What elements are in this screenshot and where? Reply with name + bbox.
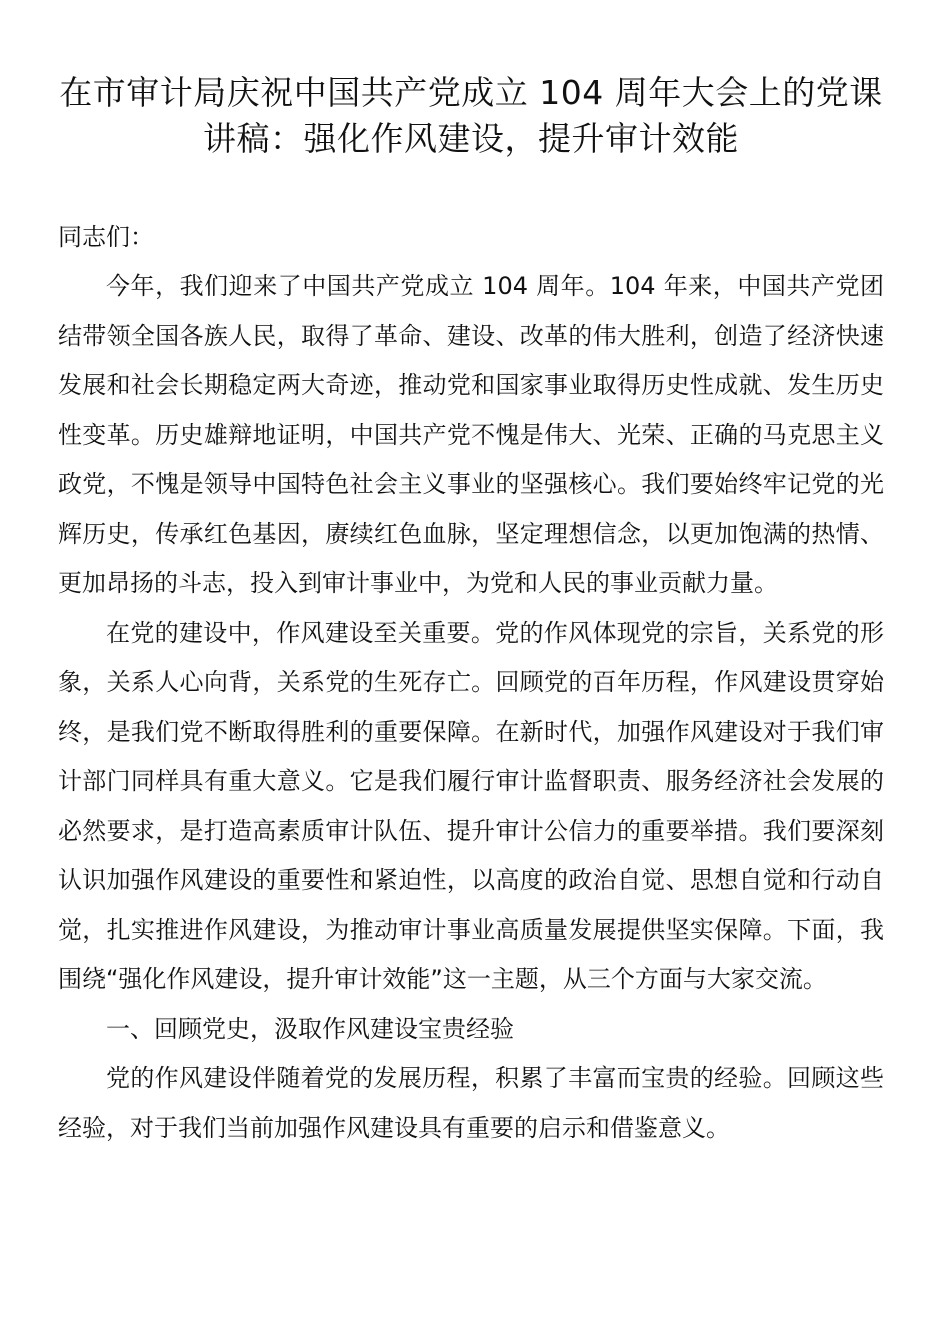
document-title: 在市审计局庆祝中国共产党成立 104 周年大会上的党课讲稿：强化作风建设，提升审计效能 — [59, 73, 883, 158]
body-paragraph-2: 在党的建设中，作风建设至关重要。党的作风体现党的宗旨，关系党的形象，关系人心向背，关系党的生死存亡。回顾党的百年历程，作风建设贯穿始终，是我们党不断取得胜利的重要保障。在新时代，加强作风建设对于我们审计部门同样具有重大意义。它是我们履行审计监督职责、服务经济社会发展的必然要求，是打造高素质审计队伍、提升审计公信力的重要举措。我们要深刻认识加强作风建设的重要性和紧迫性，以高度的政治自觉、思想自觉和行动自觉，扎实推进作风建设，为推动审计事业高质量发展提供坚实保障。下面，我围绕“强化作风建设，提升审计效能”这一主题，从三个方面与大家交流。 — [58, 618, 884, 993]
body-paragraph-1: 今年，我们迎来了中国共产党成立 104 周年。104 年来，中国共产党团结带领全国各族人民，取得了革命、建设、改革的伟大胜利，创造了经济快速发展和社会长期稳定两大奇迹，推动党和国家事业取得历史性成就、发生历史性变革。历史雄辩地证明，中国共产党不愧是伟大、光荣、正确的马克思主义政党，不愧是领导中国特色社会主义事业的坚强核心。我们要始终牢记党的光辉历史，传承红色基因，赓续红色血脉，坚定理想信念，以更加饱满的热情、更加昂扬的斗志，投入到审计事业中，为党和人民的事业贡献力量。 — [58, 272, 884, 597]
section-heading: 一、回顾党史，汲取作风建设宝贵经验 — [106, 1014, 514, 1043]
document-page — [58, 70, 884, 1153]
section-paragraph: 党的作风建设伴随着党的发展历程，积累了丰富而宝贵的经验。回顾这些经验，对于我们当前加强作风建设具有重要的启示和借鉴意义。 — [58, 1064, 884, 1142]
salutation: 同志们： — [58, 223, 154, 251]
